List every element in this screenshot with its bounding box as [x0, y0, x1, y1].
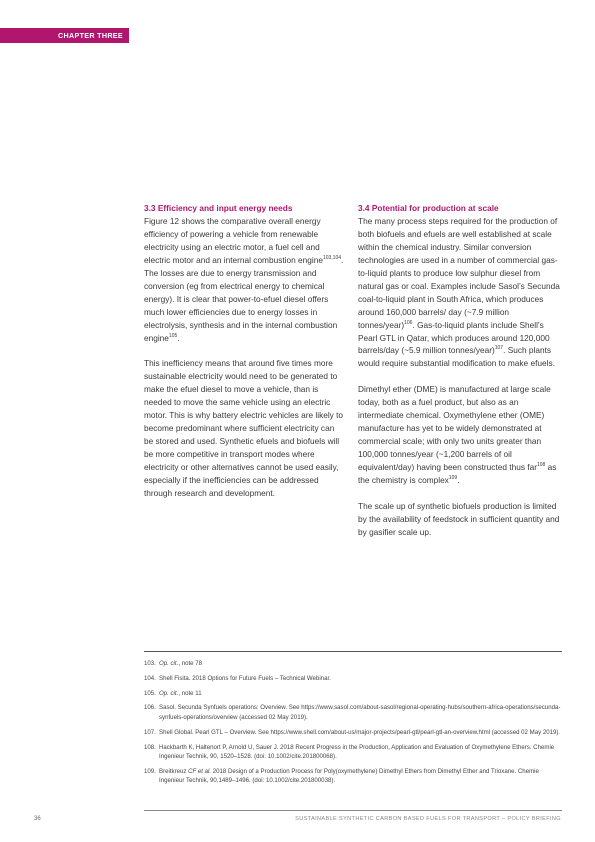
- footnote-ref[interactable]: 107: [494, 345, 504, 352]
- paragraph: The many process steps required for the production of both biofuels and efuels are well established at scale within the chemical industry. Similar conversion technologies are used in a number of commercial gas-to-liquid plants to produce low sulphur diesel from natural gas or coal. Examples include Sasol’s Secunda coal-to-liquid plant in South Africa, which produces around 160,000 barrels/ day (~7.9 million tonnes/year)$^{106}$. Gas-to-liquid plants include Shell’s Pearl GTL in Qatar, which produces around 120,000 barrels/day (~5.9 million tonnes/year)$^{107}$. Such plants would require substantial modification to make efuels.: [358, 215, 560, 369]
- footnote-item: 106. Sasol. Secunda Synfuels operations: Overview. See https://www.sasol.com/about-sasol/regional-operating-hubs/southern-africa-operations/secunda-synfuels-operations/overview (accessed 02 May 2019).: [144, 704, 561, 721]
- running-title: SUSTAINABLE SYNTHETIC CARBON BASED FUELS FOR TRANSPORT – POLICY BRIEFING: [295, 816, 561, 822]
- page-number: 36: [34, 816, 41, 822]
- footnotes-list: [144, 659, 562, 791]
- footnote-item: 104. Shell Fisita. 2018 Options for Future Fuels – Technical Webinar.: [144, 674, 331, 682]
- chapter-label: CHAPTER THREE: [0, 28, 129, 43]
- footnote-divider: [144, 651, 562, 652]
- footnote-ref[interactable]: 106: [404, 319, 413, 326]
- footer-divider: [144, 810, 562, 811]
- paragraph: Figure 12 shows the comparative overall energy efficiency of powering a vehicle from renewable electricity using an electric motor, a fuel cell and electric motor and an internal combustion engine$^{103,104}$. The losses are due to energy transmission and conversion (eg from electrical energy to chemical energy). It is clear that power-to-efuel diesel offers much lower efficiencies due to energy losses in electrolysis, synthesis and in the internal combustion engine$^{105}$.: [144, 215, 344, 343]
- footnote-item: 107. Shell Global. Pearl GTL – Overview. See https://www.shell.com/about-us/major-projects/pearl-gtl/pearl-gtl-an-overview.html (accessed 02 May 2019).: [144, 728, 561, 736]
- footnote-ref[interactable]: 105: [168, 332, 178, 339]
- right-column: [358, 202, 561, 552]
- footnote-item: 103. Op. cit., note 78: [144, 660, 203, 667]
- footnote-item: 108. Hackbarth K, Haltenort P, Arnold U, Sauer J. 2018 Recent Progress in the Production, Application and Evaluation of Oxymethylene Ethers. Chemie Ingenieur Technik, 90, 1520–1528. (doi: 10.1002/cite.201800068).: [144, 743, 555, 761]
- section-heading-3-4: 3.4 Potential for production at scale: [358, 203, 499, 213]
- left-column: [144, 202, 344, 513]
- footnote-ref[interactable]: 103,104: [322, 254, 342, 261]
- footnote-ref[interactable]: 108: [536, 462, 546, 469]
- paragraph: This inefficiency means that around five times more sustainable electricity would need to be generated to make the efuel diesel to move a vehicle, than is needed to move the same vehicle using an electric motor. This is why battery electric vehicles are likely to become predominant where sufficient electricity can be stored and used. Synthetic efuels and biofuels will be more competitive in transport modes where electricity or other alternatives cannot be used easily, especially if the inefficiencies can be addressed through research and development.: [144, 358, 344, 498]
- footnote-item: 105. Op. cit., note 11: [144, 689, 202, 697]
- footnote-item: 109. Breitkreuz CF et al. 2018 Design of a Production Process for Poly(oxymethylene) Dimethyl Ethers from Dimethyl Ether and Trioxane. Chemie Ingenieur Technik, 90,1489–1496. (doi: 10.1002/cite.201800038).: [144, 767, 539, 785]
- section-heading-3-3: 3.3 Efficiency and input energy needs: [144, 203, 293, 213]
- footnote-ref[interactable]: 109: [448, 475, 458, 481]
- paragraph: The scale up of synthetic biofuels production is limited by the availability of feedstock in sufficient quantity and by gasifier scale up.: [358, 500, 560, 537]
- paragraph: Dimethyl ether (DME) is manufactured at large scale today, both as a fuel product, but also as an intermediate chemical. Oxymethylene ether (OME) manufacture has yet to be widely demonstrated at commercial scale; with only two units greater than 100,000 tonnes/year (~1,200 barrels of oil equivalent/day) having been constructed thus far$^{108}$ as the chemistry is complex$^{109}$.: [358, 384, 557, 485]
